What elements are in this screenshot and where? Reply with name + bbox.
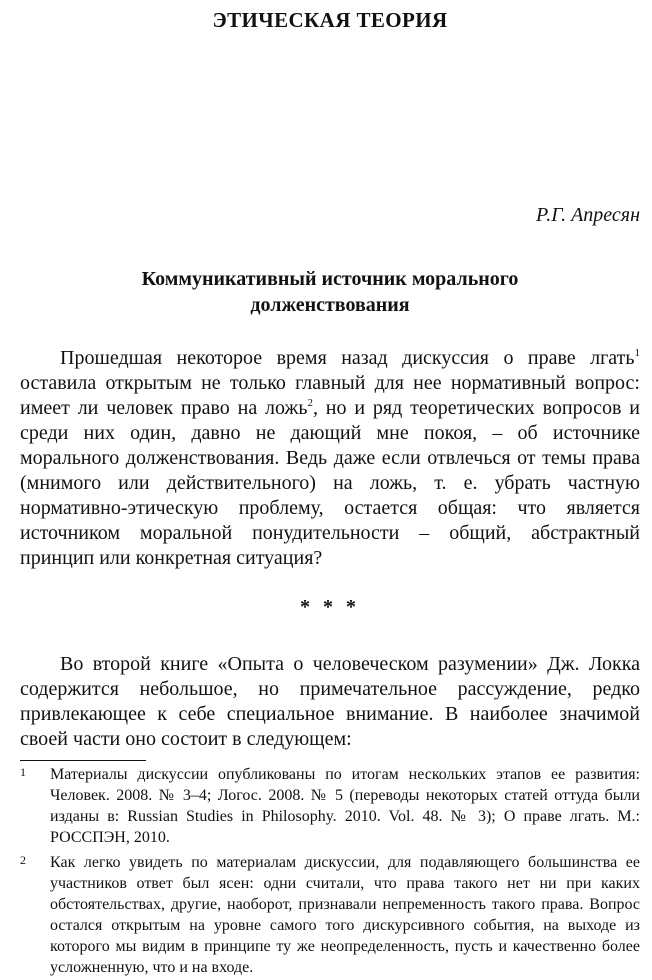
footnote-text-2: Как легко увидеть по материалам дискуссии, для подавляющего большинства ее участников ответ был ясен: одни считали, что права такого нет ни при каких обстоятельствах, другие, наоборот, признавали непременность такого права. Вопрос остался открытым на уровне самого того дискурсивного события, на выходе из которого мы видим в принципе ту же неопределенность, пусть и качественно более усложненную, что и на входе. [50,854,640,976]
footnote-ref-1[interactable]: 1 [634,347,640,359]
footnote-ref-2[interactable]: 2 [307,397,313,409]
footnotes [20,764,640,978]
footnote-text-1: Материалы дискуссии опубликованы по итогам нескольких этапов ее развития: Человек. 2008. № 3–4; Логос. 2008. № 5 (переводы некоторых статей оттуда были изданы в: Russian Studies in Philosophy. 2010. Vol. 48. № 3); О праве лгать. М.: РОССПЭН, 2010. [50,766,640,846]
article-title-line-2: долженствования [250,294,410,316]
section-title: ЭТИЧЕСКАЯ ТЕОРИЯ [212,8,448,32]
paragraph-intro-part-1: Прошедшая некоторое время назад дискуссия о праве лгать [60,347,635,369]
author-name: Р.Г. Апресян [535,204,640,226]
footnote-mark-2: 2 [20,853,26,867]
footnote-mark-1: 1 [20,765,26,779]
paragraph-intro-part-3: , но и ряд теоретических вопросов и среди них один, давно не дающий мне покоя, – об источнике морального долженствования. Ведь даже если отвлечься от темы права (мнимого или действительного) на ложь, т. е. убрать частную нормативно-этическую проблему, остается общая: что является источником моральной понудительности – общий, абстрактный принцип или конкретная ситуация? [20,397,640,569]
article-title-line-1: Коммуникативный источник морального [141,268,519,290]
footnote-1 [20,764,640,848]
article-title [20,266,640,318]
footnote-divider [20,760,146,761]
paragraph-intro [20,346,640,571]
paragraph-intro-part-2: оставила открытым не только главный для нее нормативный вопрос: имеет ли человек право на ложь [20,372,640,419]
footnote-2 [20,852,640,978]
paragraph-locke: Во второй книге «Опыта о человеческом разумении» Дж. Локка содержится небольшое, но примечательное рассуждение, редко привлекающее к себе специальное внимание. В наиболее значимой своей части оно состоит в следующем: [20,653,640,750]
section-separator: * * * [300,596,360,618]
